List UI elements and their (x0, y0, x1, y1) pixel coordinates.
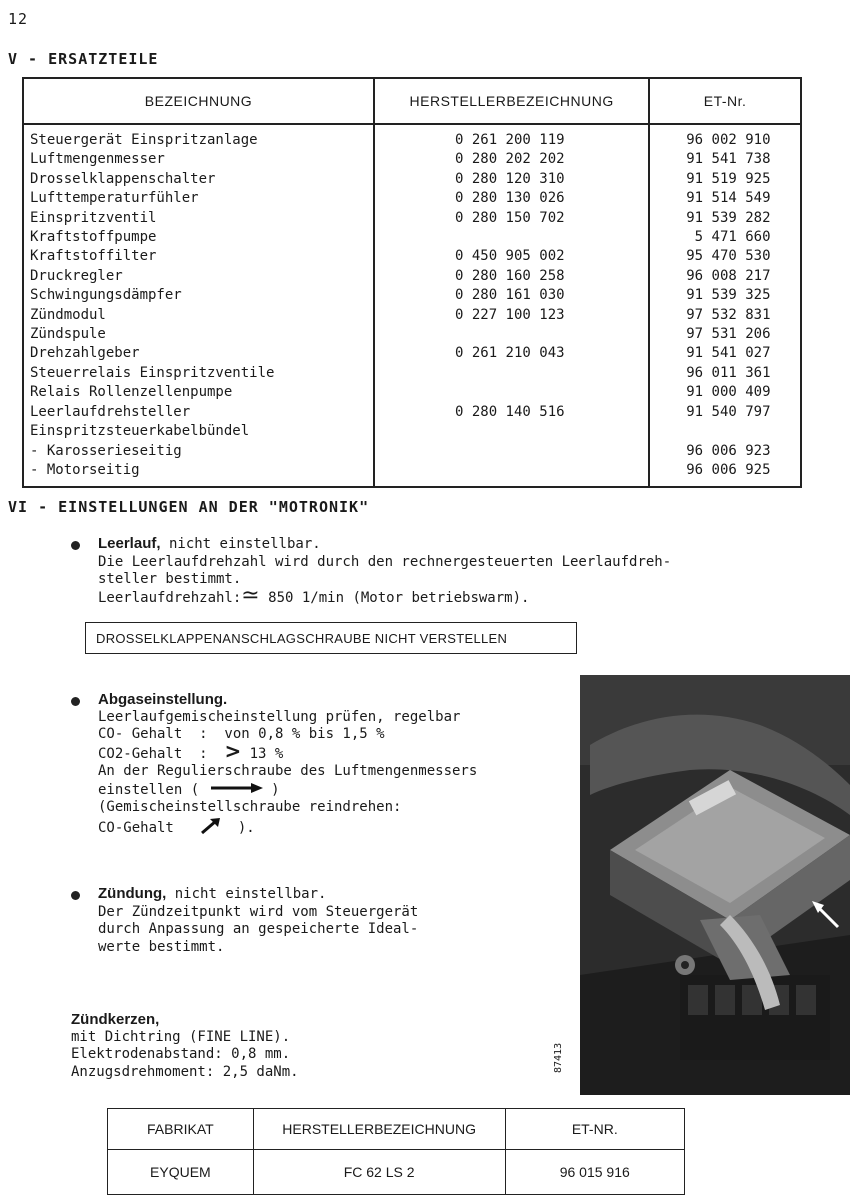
table-cell: 0 280 202 202 (374, 150, 649, 169)
abgas-line-7-label: CO-Gehalt (98, 819, 174, 836)
zuendkerzen-line-3: Anzugsdrehmoment: 2,5 daNm. (71, 1063, 299, 1080)
bullet-icon (71, 891, 80, 900)
table-row (23, 422, 801, 441)
table-cell: 96 002 910 (649, 124, 801, 150)
table-cell: 0 227 100 123 (374, 306, 649, 325)
table-cell: 91 541 738 (649, 150, 801, 169)
column-header-herstellerbezeichnung: HERSTELLERBEZEICHNUNG (253, 1109, 505, 1150)
table-cell: 0 261 210 043 (374, 344, 649, 363)
table-cell: Relais Rollenzellenpumpe (23, 383, 374, 402)
table-cell: 0 280 150 702 (374, 209, 649, 228)
table-cell: 0 280 120 310 (374, 170, 649, 189)
warning-box: DROSSELKLAPPENANSCHLAGSCHRAUBE NICHT VERSTELLEN (85, 622, 577, 654)
zuendkerzen-line-2: Elektrodenabstand: 0,8 mm. (71, 1046, 291, 1062)
abgas-line-5-label: einstellen ( (98, 781, 200, 798)
table-cell: Kraftstoffilter (23, 247, 374, 266)
table-cell: 0 280 161 030 (374, 286, 649, 305)
column-header-et-nr: ET-NR. (505, 1109, 684, 1150)
table-cell: 0 280 140 516 (374, 403, 649, 422)
table-cell: 96 008 217 (649, 267, 801, 286)
leerlauf-block (98, 535, 778, 607)
table-cell: Leerlaufdrehsteller (23, 403, 374, 422)
zuendkerzen-block (71, 1011, 551, 1081)
abgas-line-3-label: CO2-Gehalt : (98, 745, 225, 762)
table-cell: Kraftstoffpumpe (23, 228, 374, 247)
table-row (23, 383, 801, 402)
table-cell (374, 364, 649, 383)
table-row (23, 461, 801, 487)
table-cell: FC 62 LS 2 (253, 1150, 505, 1195)
abgas-line-6: (Gemischeinstellschraube reindrehen: (98, 799, 402, 815)
column-header-bezeichnung: BEZEICHNUNG (23, 78, 374, 124)
bullet-icon (71, 541, 80, 550)
table-cell: 91 539 282 (649, 209, 801, 228)
table-cell: 91 000 409 (649, 383, 801, 402)
table-row (23, 247, 801, 266)
table-cell: 91 514 549 (649, 189, 801, 208)
table-row (23, 228, 801, 247)
table-cell: - Motorseitig (23, 461, 374, 487)
zuendkerzen-title: Zündkerzen, (71, 1011, 160, 1028)
table-cell: 95 470 530 (649, 247, 801, 266)
table-row (23, 325, 801, 344)
abgas-line-4: An der Regulierschraube des Luftmengenmessers (98, 763, 478, 779)
table-cell: Drosselklappenschalter (23, 170, 374, 189)
parts-table (22, 77, 802, 488)
column-header-et-nr: ET-Nr. (649, 78, 801, 124)
arrow-right-icon (199, 781, 271, 795)
zuendkerzen-line-1: mit Dichtring (FINE LINE). (71, 1028, 291, 1045)
table-row (23, 306, 801, 325)
zuendung-block (98, 885, 568, 956)
column-header-fabrikat: FABRIKAT (108, 1109, 254, 1150)
greater-than-symbol: > (224, 738, 242, 763)
table-cell: 96 015 916 (505, 1150, 684, 1195)
table-cell: 0 450 905 002 (374, 247, 649, 266)
table-cell: EYQUEM (108, 1150, 254, 1195)
leerlauf-title: Leerlauf, (98, 535, 161, 552)
table-cell: 0 261 200 119 (374, 124, 649, 150)
table-cell: 0 280 130 026 (374, 189, 649, 208)
column-header-herstellerbezeichnung: HERSTELLERBEZEICHNUNG (374, 78, 649, 124)
table-cell: 96 006 923 (649, 442, 801, 461)
abgas-title: Abgaseinstellung. (98, 691, 228, 708)
table-cell: 5 471 660 (649, 228, 801, 247)
spark-plug-table (107, 1108, 685, 1195)
table-row (23, 150, 801, 169)
table-row (108, 1150, 685, 1195)
table-cell: Luftmengenmesser (23, 150, 374, 169)
table-row (23, 286, 801, 305)
zuendung-line-2: durch Anpassung an gespeicherte Ideal- (98, 921, 419, 937)
table-row (23, 442, 801, 461)
leerlauf-line-1: Die Leerlaufdrehzahl wird durch den rechnergesteuerten Leerlaufdreh- (98, 553, 672, 570)
table-cell: Drehzahlgeber (23, 344, 374, 363)
table-cell: Zündspule (23, 325, 374, 344)
abgas-block (98, 691, 568, 837)
zuendung-line-3: werte bestimmt. (98, 938, 225, 955)
table-cell (374, 461, 649, 487)
table-row (23, 209, 801, 228)
table-cell (374, 422, 649, 441)
bullet-icon (71, 697, 80, 706)
table-cell: - Karosserieseitig (23, 442, 374, 461)
table-cell (649, 422, 801, 441)
leerlauf-line-2: steller bestimmt. (98, 571, 242, 587)
abgas-line-1: Leerlaufgemischeinstellung prüfen, regelbar (98, 708, 461, 725)
section-heading-ersatzteile: V - ERSATZTEILE (8, 50, 159, 68)
table-cell (374, 325, 649, 344)
table-row (23, 364, 801, 383)
table-cell: 96 011 361 (649, 364, 801, 383)
table-cell: 97 532 831 (649, 306, 801, 325)
table-row (23, 344, 801, 363)
table-cell: 91 540 797 (649, 403, 801, 422)
table-cell: 0 280 160 258 (374, 267, 649, 286)
table-cell: Steuerrelais Einspritzventile (23, 364, 374, 383)
photo-reference-number: 87413 (553, 1042, 564, 1073)
arrow-up-right-icon (174, 817, 238, 835)
zuendung-line-1: Der Zündzeitpunkt wird vom Steuergerät (98, 903, 419, 920)
abgas-line-3-value: 13 % (241, 745, 284, 762)
leerlauf-line-3-label: Leerlaufdrehzahl: (98, 589, 242, 606)
table-row (23, 170, 801, 189)
abgas-line-2: CO- Gehalt : von 0,8 % bis 1,5 % (98, 726, 385, 742)
zuendung-title: Zündung, (98, 885, 167, 902)
table-cell: 96 006 925 (649, 461, 801, 487)
table-cell: 91 541 027 (649, 344, 801, 363)
abgas-line-7-close: ). (237, 819, 255, 836)
page-number: 12 (8, 10, 29, 28)
air-flow-meter-photo (580, 675, 850, 1095)
table-cell: Zündmodul (23, 306, 374, 325)
table-cell: Druckregler (23, 267, 374, 286)
table-row (23, 403, 801, 422)
table-cell: Einspritzsteuerkabelbündel (23, 422, 374, 441)
table-cell: Einspritzventil (23, 209, 374, 228)
table-cell: 91 519 925 (649, 170, 801, 189)
table-cell: Schwingungsdämpfer (23, 286, 374, 305)
section-heading-einstellungen: VI - EINSTELLUNGEN AN DER "MOTRONIK" (8, 498, 370, 516)
approx-symbol: ≃ (241, 582, 260, 608)
table-cell: Lufttemperaturfühler (23, 189, 374, 208)
leerlauf-title-rest: nicht einstellbar. (160, 536, 321, 552)
abgas-line-5-close: ) (271, 781, 280, 798)
table-row (23, 124, 801, 150)
leerlauf-line-3-value: 850 1/min (Motor betriebswarm). (259, 589, 530, 606)
table-cell (374, 442, 649, 461)
table-cell (374, 383, 649, 402)
table-cell: 91 539 325 (649, 286, 801, 305)
table-row (23, 189, 801, 208)
table-cell: Steuergerät Einspritzanlage (23, 124, 374, 150)
table-cell (374, 228, 649, 247)
table-row (23, 267, 801, 286)
zuendung-title-rest: nicht einstellbar. (166, 886, 327, 902)
table-cell: 97 531 206 (649, 325, 801, 344)
